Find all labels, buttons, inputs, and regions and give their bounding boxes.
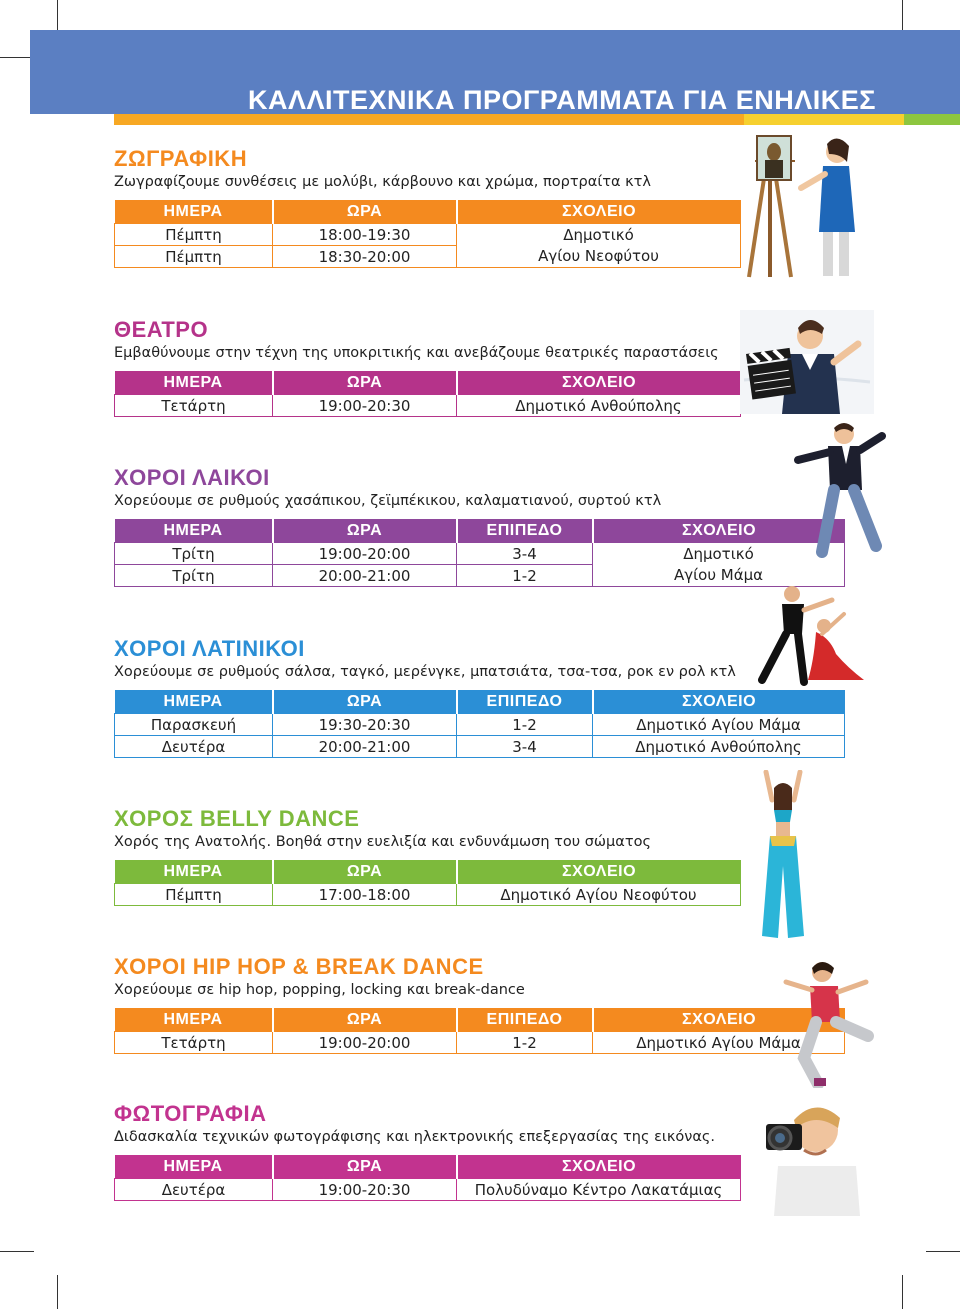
cell-school: Δημοτικό Αγίου Μάμα bbox=[593, 714, 845, 736]
cell-level: 1-2 bbox=[457, 565, 593, 587]
col-header-time: ΩΡΑ bbox=[273, 690, 457, 714]
section-description: Χορός της Ανατολής. Βοηθά στην ευελιξία και ενδυνάμωση του σώματος bbox=[114, 834, 651, 850]
crop-mark bbox=[926, 1251, 960, 1252]
photographer-with-camera-icon bbox=[764, 1100, 860, 1216]
table-row bbox=[115, 714, 845, 736]
section-title: ΘΕΑΤΡΟ bbox=[114, 317, 209, 342]
section-painting bbox=[114, 146, 741, 268]
cell-time: 19:30-20:30 bbox=[273, 714, 457, 736]
cell-day: Τρίτη bbox=[115, 543, 273, 565]
cell-time: 19:00-20:30 bbox=[273, 1179, 457, 1201]
crop-mark bbox=[0, 1251, 34, 1252]
col-header-time: ΩΡΑ bbox=[273, 860, 457, 884]
folk-dancer-icon bbox=[792, 418, 886, 558]
col-header-time: ΩΡΑ bbox=[273, 519, 457, 543]
col-header-school: ΣΧΟΛΕΙΟ bbox=[681, 692, 757, 710]
section-description: Χορεύουμε σε ρυθμούς σάλσα, ταγκό, μερένγκε, μπατσιάτα, τσα-τσα, ροκ εν ρολ κτλ bbox=[114, 664, 736, 680]
col-header-school: ΣΧΟΛΕΙΟ bbox=[681, 521, 757, 539]
col-header-time: ΩΡΑ bbox=[273, 371, 457, 395]
cell-time: 18:00-19:30 bbox=[273, 224, 457, 246]
cell-level: 3-4 bbox=[457, 543, 593, 565]
schedule-table bbox=[114, 690, 845, 758]
hip-hop-dancer-icon bbox=[782, 956, 876, 1088]
cell-day: Τετάρτη bbox=[115, 1032, 273, 1054]
section-description: Ζωγραφίζουμε συνθέσεις με μολύβι, κάρβουνο και χρώμα, πορτραίτα κτλ bbox=[114, 174, 651, 190]
cell-day: Δευτέρα bbox=[115, 736, 273, 758]
schedule-table bbox=[114, 371, 741, 417]
schedule-table bbox=[114, 200, 741, 268]
cell-day: Δευτέρα bbox=[115, 1179, 273, 1201]
table-row bbox=[115, 395, 741, 417]
cell-time: 17:00-18:00 bbox=[273, 884, 457, 906]
section-description: Χορεύουμε σε hip hop, popping, locking και break-dance bbox=[114, 982, 525, 998]
col-header-time: ΩΡΑ bbox=[273, 1155, 457, 1179]
cell-level: 3-4 bbox=[457, 736, 593, 758]
table-row bbox=[115, 565, 845, 587]
cell-day: Πέμπτη bbox=[115, 246, 273, 268]
header-strip-green bbox=[904, 114, 960, 125]
col-header-day: ΗΜΕΡΑ bbox=[115, 1155, 273, 1179]
col-header-school: ΣΧΟΛΕΙΟ bbox=[561, 1157, 637, 1175]
col-header-day: ΗΜΕΡΑ bbox=[115, 860, 273, 884]
table-row bbox=[115, 224, 741, 246]
col-header-day: ΗΜΕΡΑ bbox=[115, 371, 273, 395]
cell-level: 1-2 bbox=[457, 1032, 593, 1054]
cell-school: Δημοτικό Αγίου Μάμα bbox=[593, 1032, 845, 1054]
cell-time: 20:00-21:00 bbox=[273, 736, 457, 758]
cell-time: 19:00-20:30 bbox=[273, 395, 457, 417]
table-row bbox=[115, 736, 845, 758]
table-row bbox=[115, 1179, 741, 1201]
section-belly-dance bbox=[114, 806, 741, 906]
col-header-day: ΗΜΕΡΑ bbox=[115, 519, 273, 543]
crop-mark bbox=[57, 1275, 58, 1309]
col-header-time: ΩΡΑ bbox=[273, 200, 457, 224]
section-title: ΦΩΤΟΓΡΑΦΙΑ bbox=[114, 1101, 267, 1126]
section-hip-hop bbox=[114, 954, 845, 1054]
cell-school: Πολυδύναμο Κέντρο Λακατάμιας bbox=[457, 1179, 741, 1201]
section-description: Εμβαθύνουμε στην τέχνη της υποκριτικής και ανεβάζουμε θεατρικές παραστάσεις bbox=[114, 345, 719, 361]
section-folk-dance bbox=[114, 465, 845, 587]
crop-mark bbox=[57, 0, 58, 34]
schedule-table bbox=[114, 1008, 845, 1054]
table-row bbox=[115, 1032, 845, 1054]
cell-school: Αγίου Μάμα bbox=[593, 565, 845, 587]
crop-mark bbox=[0, 57, 34, 58]
cell-day: Τετάρτη bbox=[115, 395, 273, 417]
table-row bbox=[115, 543, 845, 565]
section-theatre bbox=[114, 317, 741, 417]
col-header-day: ΗΜΕΡΑ bbox=[115, 200, 273, 224]
section-latin-dance bbox=[114, 636, 845, 758]
cell-school: Αγίου Νεοφύτου bbox=[457, 246, 741, 268]
cell-time: 19:00-20:00 bbox=[273, 543, 457, 565]
col-header-school: ΣΧΟΛΕΙΟ bbox=[561, 373, 637, 391]
col-header-school: ΣΧΟΛΕΙΟ bbox=[561, 202, 637, 220]
section-title: ΧΟΡΟΙ ΛΑΙΚΟΙ bbox=[114, 465, 270, 490]
section-photography bbox=[114, 1101, 741, 1201]
cell-day: Πέμπτη bbox=[115, 884, 273, 906]
cell-time: 18:30-20:00 bbox=[273, 246, 457, 268]
cell-time: 19:00-20:00 bbox=[273, 1032, 457, 1054]
section-title: ΧΟΡΟΣ BELLY DANCE bbox=[114, 806, 360, 831]
painter-at-easel-icon bbox=[745, 132, 865, 280]
section-description: Διδασκαλία τεχνικών φωτογράφισης και ηλεκτρονικής επεξεργασίας της εικόνας. bbox=[114, 1129, 716, 1145]
cell-school: Δημοτικό bbox=[457, 224, 741, 246]
table-row bbox=[115, 884, 741, 906]
col-header-school: ΣΧΟΛΕΙΟ bbox=[561, 862, 637, 880]
schedule-table bbox=[114, 519, 845, 587]
col-header-level: ΕΠΙΠΕΔΟ bbox=[457, 519, 593, 543]
cell-school: Δημοτικό Ανθούπολης bbox=[457, 395, 741, 417]
table-row bbox=[115, 246, 741, 268]
col-header-time: ΩΡΑ bbox=[273, 1008, 457, 1032]
col-header-level: ΕΠΙΠΕΔΟ bbox=[457, 1008, 593, 1032]
col-header-day: ΗΜΕΡΑ bbox=[115, 1008, 273, 1032]
section-description: Χορεύουμε σε ρυθμούς χασάπικου, ζεϊμπέκικου, καλαματιανού, συρτού κτλ bbox=[114, 493, 662, 509]
crop-mark bbox=[902, 0, 903, 34]
latin-dance-couple-icon bbox=[752, 584, 866, 686]
page-title: ΚΑΛΛΙΤΕΧΝΙΚΑ ΠΡΟΓΡΑΜΜΑΤΑ ΓΙΑ ΕΝΗΛΙΚΕΣ bbox=[248, 85, 876, 115]
section-title: ΧΟΡΟΙ HIP HOP & BREAK DANCE bbox=[114, 954, 484, 979]
cell-level: 1-2 bbox=[457, 714, 593, 736]
cell-day: Πέμπτη bbox=[115, 224, 273, 246]
belly-dancer-icon bbox=[758, 770, 808, 942]
cell-day: Παρασκευή bbox=[115, 714, 273, 736]
cell-day: Τρίτη bbox=[115, 565, 273, 587]
cell-school: Δημοτικό Αγίου Νεοφύτου bbox=[457, 884, 741, 906]
crop-mark bbox=[902, 1275, 903, 1309]
section-title: ΧΟΡΟΙ ΛΑΤΙΝΙΚΟΙ bbox=[114, 636, 305, 661]
cell-school: Δημοτικό Ανθούπολης bbox=[593, 736, 845, 758]
col-header-school: ΣΧΟΛΕΙΟ bbox=[681, 1010, 757, 1028]
schedule-table bbox=[114, 1155, 741, 1201]
schedule-table bbox=[114, 860, 741, 906]
cell-time: 20:00-21:00 bbox=[273, 565, 457, 587]
section-title: ΖΩΓΡΑΦΙΚΗ bbox=[114, 146, 248, 171]
cell-school: Δημοτικό bbox=[593, 543, 845, 565]
col-header-day: ΗΜΕΡΑ bbox=[115, 690, 273, 714]
actor-with-clapperboard-icon bbox=[740, 310, 874, 414]
col-header-level: ΕΠΙΠΕΔΟ bbox=[457, 690, 593, 714]
